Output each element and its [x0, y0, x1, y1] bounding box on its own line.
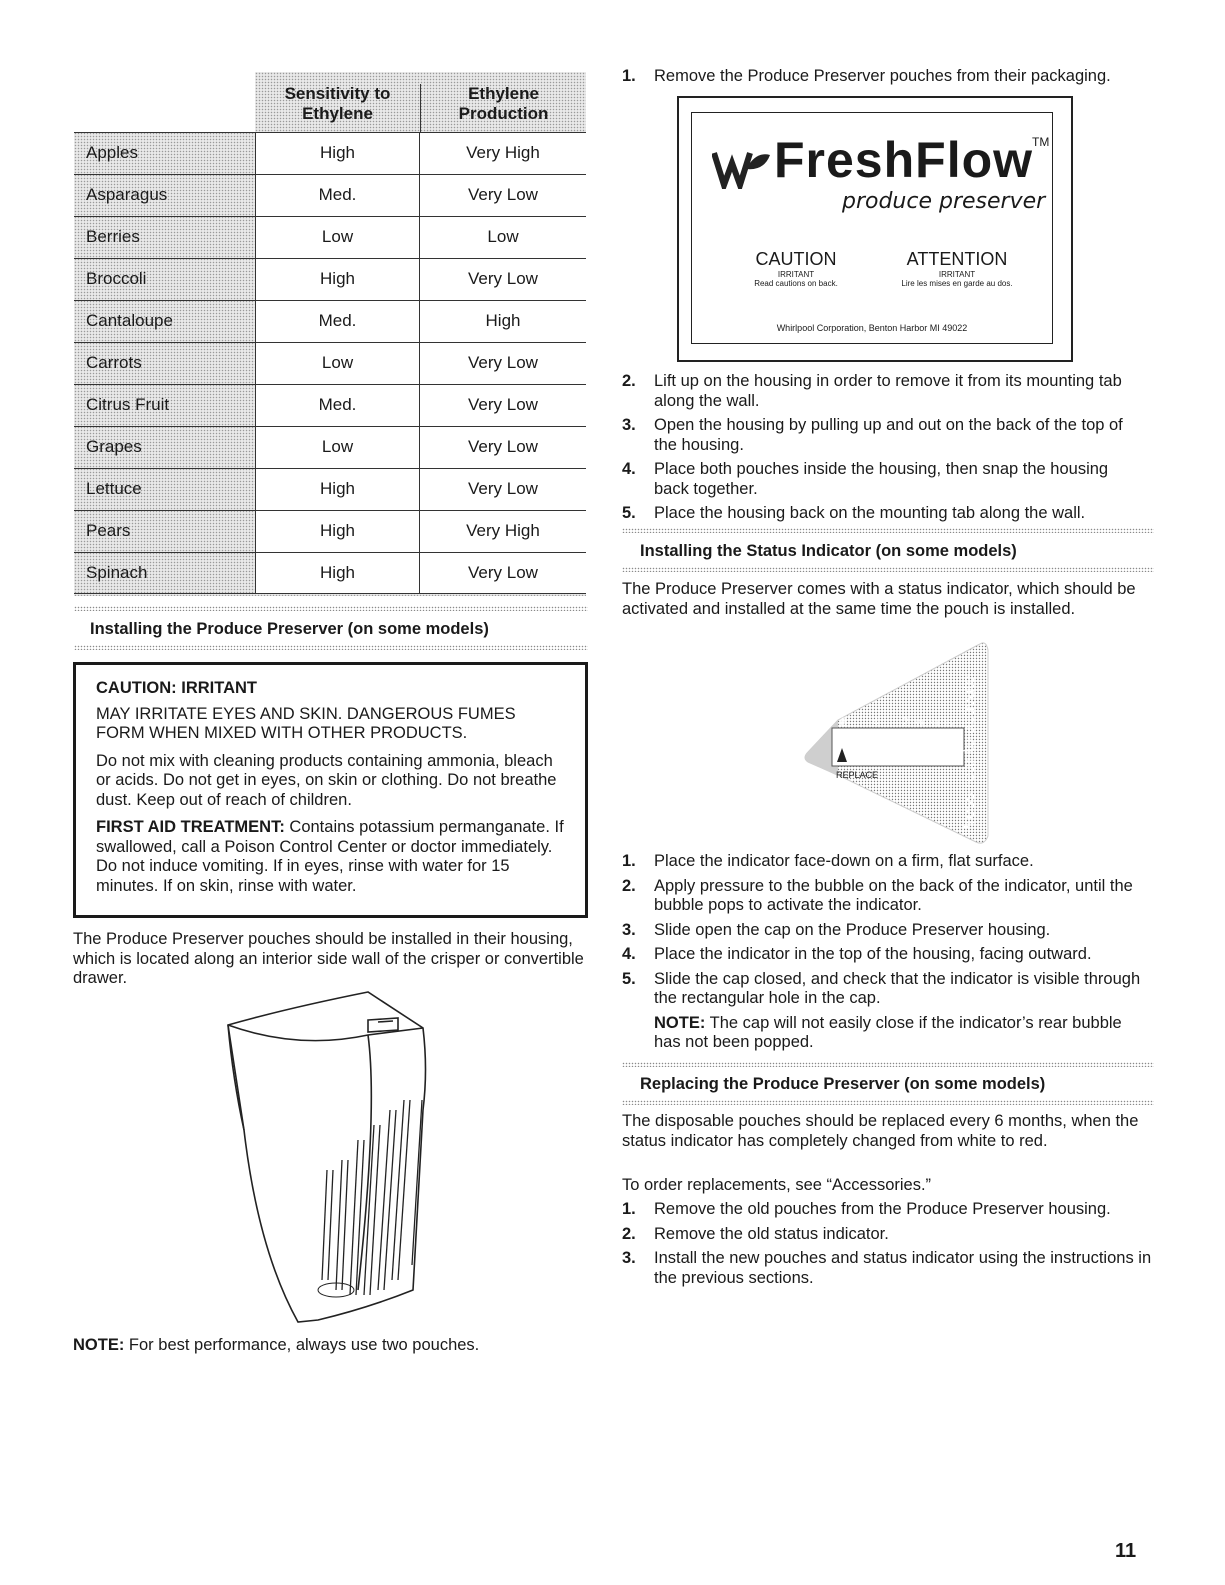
list-item: [622, 372, 1147, 411]
page-number: 11: [1115, 1540, 1137, 1562]
step-number: 3.: [622, 416, 636, 434]
label-caution-sub: IRRITANT: [777, 270, 815, 279]
install-note: [73, 1336, 593, 1356]
section-heading-replacing: Replacing the Produce Preserver (on some models): [640, 1075, 1046, 1093]
cell-production: Very Low: [419, 385, 586, 426]
install-intro: The Produce Preserver pouches should be installed in their housing, which is located along an interior side wall of the crisper or convertible drawer.: [73, 930, 584, 987]
cell-item: Spinach: [86, 562, 148, 582]
ethylene-table: [74, 72, 586, 596]
table-row: [74, 300, 586, 342]
step-number: 5.: [622, 969, 636, 988]
months-text: MONTHS: [914, 718, 953, 728]
first-aid-label: FIRST AID TREATMENT:: [96, 818, 285, 836]
first-aid-text: [96, 818, 565, 896]
caution-title: CAUTION: IRRITANT: [96, 679, 258, 697]
step-text: Place the housing back on the mounting tab along the wall.: [654, 504, 1086, 522]
cell-sensitivity: High: [255, 469, 419, 510]
install-steps-2: [622, 372, 1147, 529]
list-item: [622, 416, 1147, 455]
cell-production: Very Low: [419, 427, 586, 468]
step-text: Open the housing by pulling up and out on the back of the top of the housing.: [654, 416, 1123, 454]
divider: [622, 528, 1154, 533]
replace-text: REPLACE: [836, 770, 879, 780]
step-number: 4.: [622, 945, 636, 963]
col-header-sensitivity: Sensitivity to Ethylene: [255, 84, 421, 132]
scale-2: 2: [902, 715, 909, 729]
cell-item: Asparagus: [86, 185, 168, 205]
divider: [622, 567, 1154, 572]
step-number: 2.: [622, 1224, 636, 1243]
label-caution-title: CAUTION: [755, 249, 837, 269]
table-row: [74, 552, 586, 594]
list-item: [622, 460, 1147, 499]
cell-sensitivity: Low: [255, 343, 419, 384]
label-attention-title: ATTENTION: [906, 249, 1008, 269]
step-text: Install the new pouches and status indicator using the instructions in the previous sections.: [654, 1249, 1152, 1287]
cell-sensitivity: High: [255, 259, 419, 300]
cell-item: Citrus Fruit: [86, 395, 170, 415]
cell-sensitivity: High: [255, 511, 419, 552]
status-intro: The Produce Preserver comes with a status indicator, which should be activated and installed at the same time the pouch is installed.: [622, 580, 1136, 618]
cell-sensitivity: Med.: [255, 301, 419, 342]
cell-production: Low: [419, 217, 586, 258]
status-note: [654, 1014, 1142, 1053]
note-text: For best performance, always use two pouches.: [124, 1336, 480, 1354]
cell-sensitivity: Med.: [255, 175, 419, 216]
cell-item: Broccoli: [86, 269, 147, 289]
cell-sensitivity: High: [255, 553, 419, 593]
list-item: [622, 921, 1142, 941]
step-text: Place the indicator in the top of the housing, facing outward.: [654, 945, 1092, 963]
brand-name: FreshFlow: [774, 132, 1034, 188]
replacing-steps: [622, 1200, 1152, 1293]
leaf-logo-icon: [712, 149, 772, 189]
divider: [74, 645, 588, 650]
step-text: Lift up on the housing in order to remove it from its mounting tab along the wall.: [654, 372, 1122, 410]
freshflow-label-illustration: [677, 96, 1073, 362]
table-row: [74, 384, 586, 426]
cell-sensitivity: Low: [255, 427, 419, 468]
cell-item: Lettuce: [86, 479, 142, 499]
table-row: [74, 510, 586, 552]
step-text: Remove the Produce Preserver pouches from their packaging.: [654, 67, 1111, 85]
cell-production: Very High: [419, 511, 586, 552]
trademark: TM: [1032, 135, 1050, 149]
cell-item: Cantaloupe: [86, 311, 173, 331]
status-indicator-illustration: [780, 636, 995, 848]
step-text: Slide open the cap on the Produce Preserver housing.: [654, 920, 1051, 939]
caution-body: Do not mix with cleaning products containing ammonia, bleach or acids. Do not get in eyes, on skin or clothing. Do not breathe dust. Keep out of reach of children.: [96, 751, 557, 809]
label-attention: [872, 249, 1042, 288]
step-text: Apply pressure to the bubble on the back of the indicator, until the bubble pops to activate the indicator.: [654, 876, 1133, 914]
scale-4: 4: [872, 715, 879, 729]
cell-sensitivity: Low: [255, 217, 419, 258]
step-number: 2.: [622, 876, 636, 895]
table-row: [74, 216, 586, 258]
label-attention-sub: IRRITANT: [938, 270, 976, 279]
cell-item: Carrots: [86, 353, 142, 373]
cell-production: Very Low: [419, 553, 586, 593]
cell-production: High: [419, 301, 586, 342]
label-footer: Whirlpool Corporation, Benton Harbor MI 49022: [776, 323, 968, 333]
table-row: [74, 426, 586, 468]
step-text: Remove the old status indicator.: [654, 1224, 889, 1243]
table-header: [255, 72, 586, 132]
label-inner-frame: [691, 112, 1053, 344]
list-item: [622, 1200, 1152, 1220]
list-item: [622, 970, 1142, 1053]
step-number: 1.: [622, 852, 636, 870]
replacing-p2: To order replacements, see “Accessories.”: [622, 1176, 932, 1194]
note-label: NOTE:: [654, 1013, 706, 1032]
cell-production: Very High: [419, 133, 586, 174]
caution-box: [73, 662, 588, 918]
table-row: [74, 258, 586, 300]
step-text: Slide the cap closed, and check that the indicator is visible through the rectangular hole in the cap.: [654, 969, 1141, 1007]
list-item: [622, 1249, 1152, 1288]
cell-production: Very Low: [419, 343, 586, 384]
divider: [74, 606, 588, 611]
replacing-p1: The disposable pouches should be replaced every 6 months, when the status indicator has completely changed from white to red.: [622, 1112, 1139, 1150]
label-caution-read: Read cautions on back.: [754, 279, 838, 288]
list-item: [622, 504, 1147, 524]
install-steps-1: [622, 67, 1152, 92]
table-row: [74, 132, 586, 174]
list-item: [622, 1225, 1152, 1245]
scale-6: 6: [840, 715, 847, 729]
list-item: [622, 945, 1142, 965]
table-row: [74, 342, 586, 384]
status-steps: [622, 852, 1142, 1058]
first-aid-body: Contains potassium permanganate. If swallowed, call a Poison Control Center or doctor immediately. Do not induce vomiting. If in eyes, rinse with water for 15 minutes. If on skin, rinse with water.: [96, 818, 564, 895]
section-heading-status-indicator: Installing the Status Indicator (on some models): [640, 542, 1017, 560]
step-number: 3.: [622, 920, 636, 939]
cell-production: Very Low: [419, 259, 586, 300]
step-number: 1.: [622, 67, 636, 85]
step-text: Place both pouches inside the housing, then snap the housing back together.: [654, 460, 1109, 498]
table-row: [74, 468, 586, 510]
housing-illustration: [218, 990, 438, 1326]
step-number: 1.: [622, 1200, 636, 1218]
list-item: [622, 852, 1142, 872]
caution-warning: MAY IRRITATE EYES AND SKIN. DANGEROUS FUMES FORM WHEN MIXED WITH OTHER PRODUCTS.: [96, 704, 516, 742]
note-text: The cap will not easily close if the indicator’s rear bubble has not been popped.: [654, 1013, 1122, 1051]
cell-sensitivity: Med.: [255, 385, 419, 426]
cell-item: Grapes: [86, 437, 142, 457]
list-item: [622, 877, 1142, 916]
label-attention-read: Lire les mises en garde au dos.: [901, 279, 1013, 288]
cell-sensitivity: High: [255, 133, 419, 174]
divider: [622, 1062, 1154, 1067]
list-item: [622, 67, 1152, 87]
press-rear-text: Press rear to activate: [959, 675, 978, 836]
brand-tagline: produce preserver: [842, 189, 1046, 214]
cell-production: Very Low: [419, 469, 586, 510]
note-label: NOTE:: [73, 1336, 125, 1354]
step-number: 3.: [622, 1249, 636, 1267]
step-number: 2.: [622, 372, 636, 390]
step-number: 5.: [622, 504, 636, 522]
step-text: Remove the old pouches from the Produce Preserver housing.: [654, 1200, 1111, 1218]
step-number: 4.: [622, 460, 636, 478]
cell-item: Berries: [86, 227, 140, 247]
cell-production: Very Low: [419, 175, 586, 216]
cell-item: Apples: [86, 143, 138, 163]
step-text: Place the indicator face-down on a firm, flat surface.: [654, 852, 1034, 870]
col-header-production: Ethylene Production: [458, 84, 549, 123]
label-caution: [726, 249, 866, 288]
cell-item: Pears: [86, 521, 131, 541]
section-heading-install-preserver: Installing the Produce Preserver (on some models): [90, 620, 489, 638]
divider: [622, 1100, 1154, 1105]
table-row: [74, 174, 586, 216]
